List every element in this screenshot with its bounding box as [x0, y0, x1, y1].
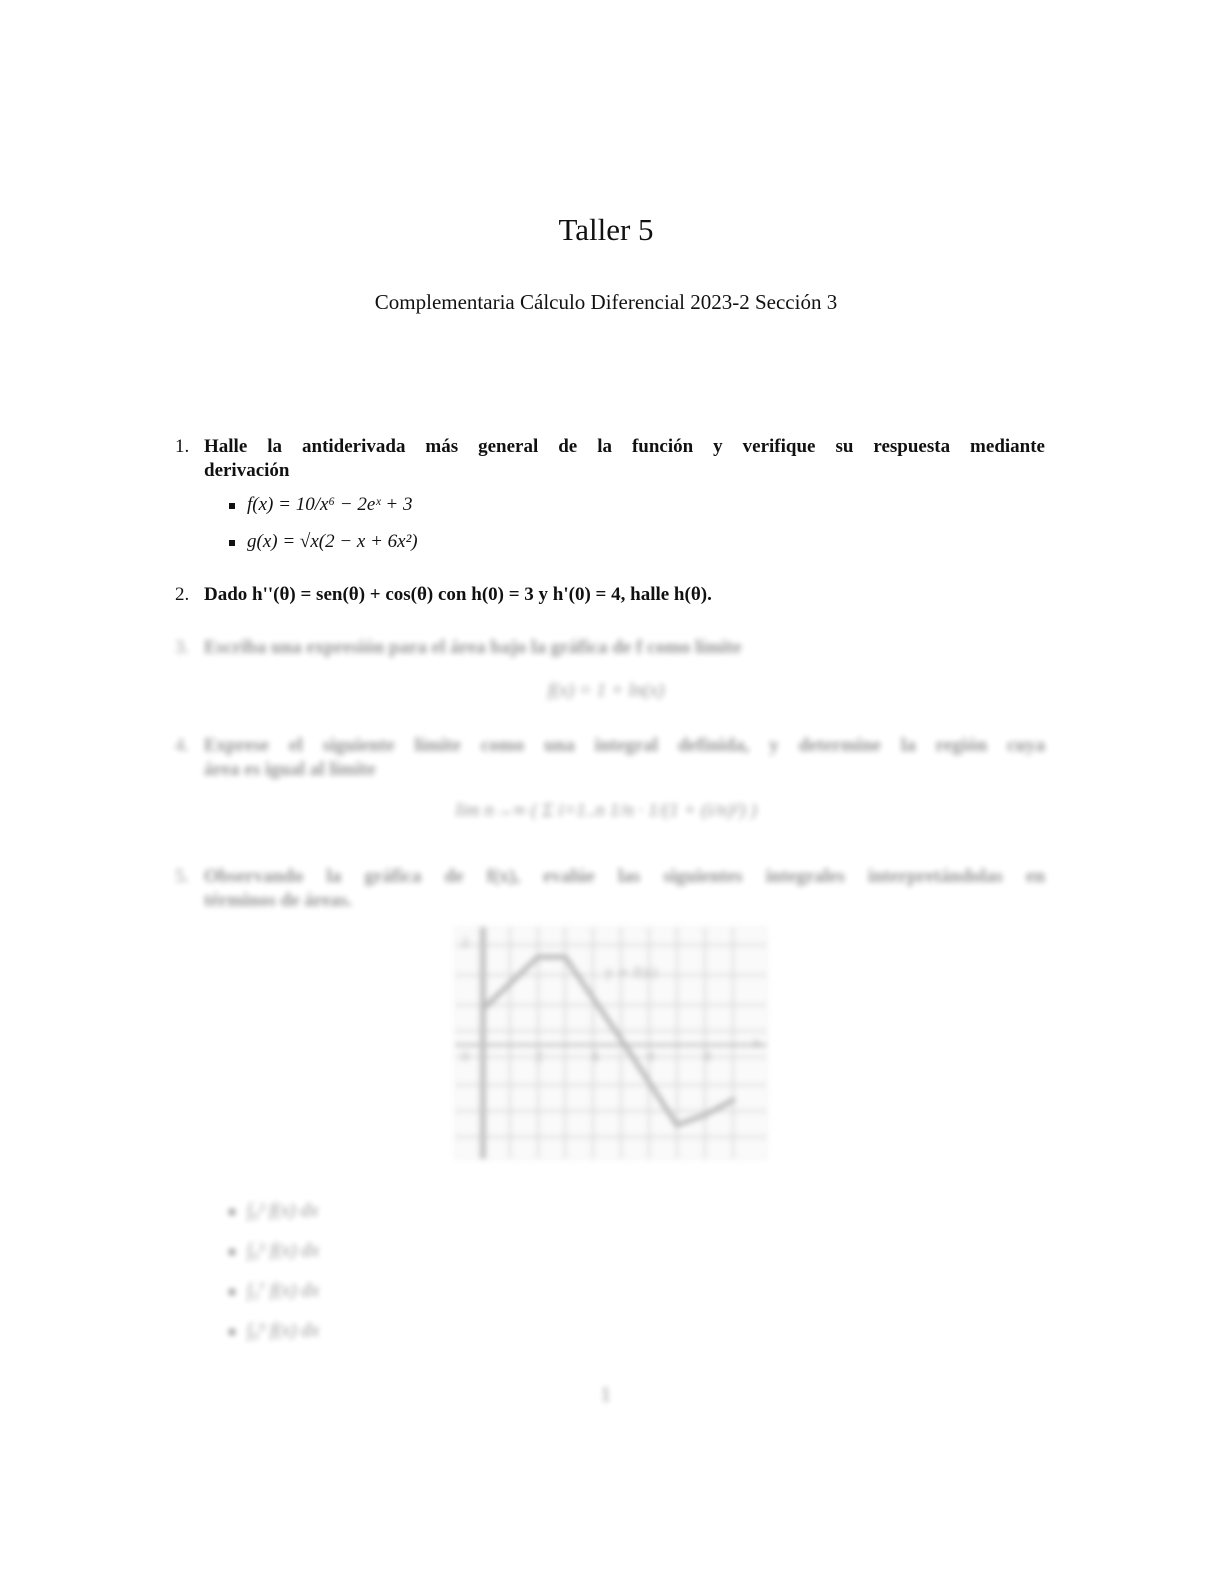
bullet-icon — [229, 1289, 235, 1295]
problem-text-line2: área es igual al límite — [204, 759, 376, 780]
graph-label: y = f(x) — [605, 965, 658, 981]
tick-label: 0 — [461, 1050, 470, 1065]
page-number: 1 — [600, 1385, 612, 1406]
formula: f(x) = 10/x⁶ − 2eˣ + 3 — [247, 494, 413, 515]
equation: lim n→∞ ( Σ i=1..n 1/n · 1/(1 + (i/n)²) ) — [455, 800, 757, 821]
function-graph — [455, 927, 767, 1159]
problem-number: 4. — [175, 735, 190, 756]
formula: ∫₀⁵ f(x) dx — [247, 1240, 320, 1261]
tick-label: 8 — [703, 1050, 712, 1065]
problem-4 — [175, 734, 1045, 782]
problem-text-line1: Observando la gráfica de f(x), evalúe las siguientes integrales interpretándolas en — [204, 866, 1045, 887]
tick-label: 2 — [461, 936, 470, 951]
problem-3 — [175, 636, 1045, 660]
equation: f(x) = 1 + ln(x) — [547, 680, 665, 701]
bullet-icon — [229, 1209, 235, 1215]
problem-text-line2: términos de áreas. — [204, 890, 352, 911]
bullet-icon — [229, 540, 235, 546]
problem-number: 5. — [175, 866, 190, 887]
document-title: Taller 5 — [558, 212, 654, 247]
bullet-icon — [229, 1249, 235, 1255]
tick-label: 2 — [535, 1050, 544, 1065]
bullet-icon — [229, 503, 235, 509]
tick-label: 6 — [647, 1050, 656, 1065]
tick-label: 4 — [591, 1050, 600, 1065]
problem-number: 3. — [175, 637, 190, 658]
formula: ∫₅⁷ f(x) dx — [247, 1280, 320, 1301]
formula: ∫₀² f(x) dx — [247, 1200, 319, 1221]
tick-label: x — [753, 1036, 761, 1051]
problem-text: Escriba una expresión para el área bajo la gráfica de f como límite — [204, 637, 742, 658]
problem-text-line1: Halle la antiderivada más general de la función y verifique su respuesta mediante — [204, 436, 1045, 457]
document-subtitle: Complementaria Cálculo Diferencial 2023-2 Sección 3 — [374, 290, 838, 314]
problem-1 — [175, 435, 1045, 483]
formula: g(x) = √x(2 − x + 6x²) — [247, 531, 418, 552]
formula: ∫₀⁹ f(x) dx — [247, 1320, 320, 1341]
list-item — [229, 1200, 318, 1222]
problem-number: 1. — [175, 436, 190, 457]
problem-number: 2. — [175, 584, 190, 605]
bullet-icon — [229, 1329, 235, 1335]
list-item — [229, 1240, 319, 1262]
problem-text-line2: derivación — [204, 460, 290, 481]
list-item — [229, 494, 412, 516]
problem-2 — [175, 583, 1045, 607]
problem-text: Dado h''(θ) = sen(θ) + cos(θ) con h(0) = 3 y h'(0) = 4, halle h(θ). — [204, 584, 712, 605]
problem-text-line1: Exprese el siguiente límite como una integral definida, y determine la región cuya — [204, 735, 1045, 756]
list-item — [229, 1280, 319, 1302]
list-item — [229, 1320, 319, 1342]
problem-5 — [175, 865, 1045, 913]
list-item — [229, 531, 418, 553]
